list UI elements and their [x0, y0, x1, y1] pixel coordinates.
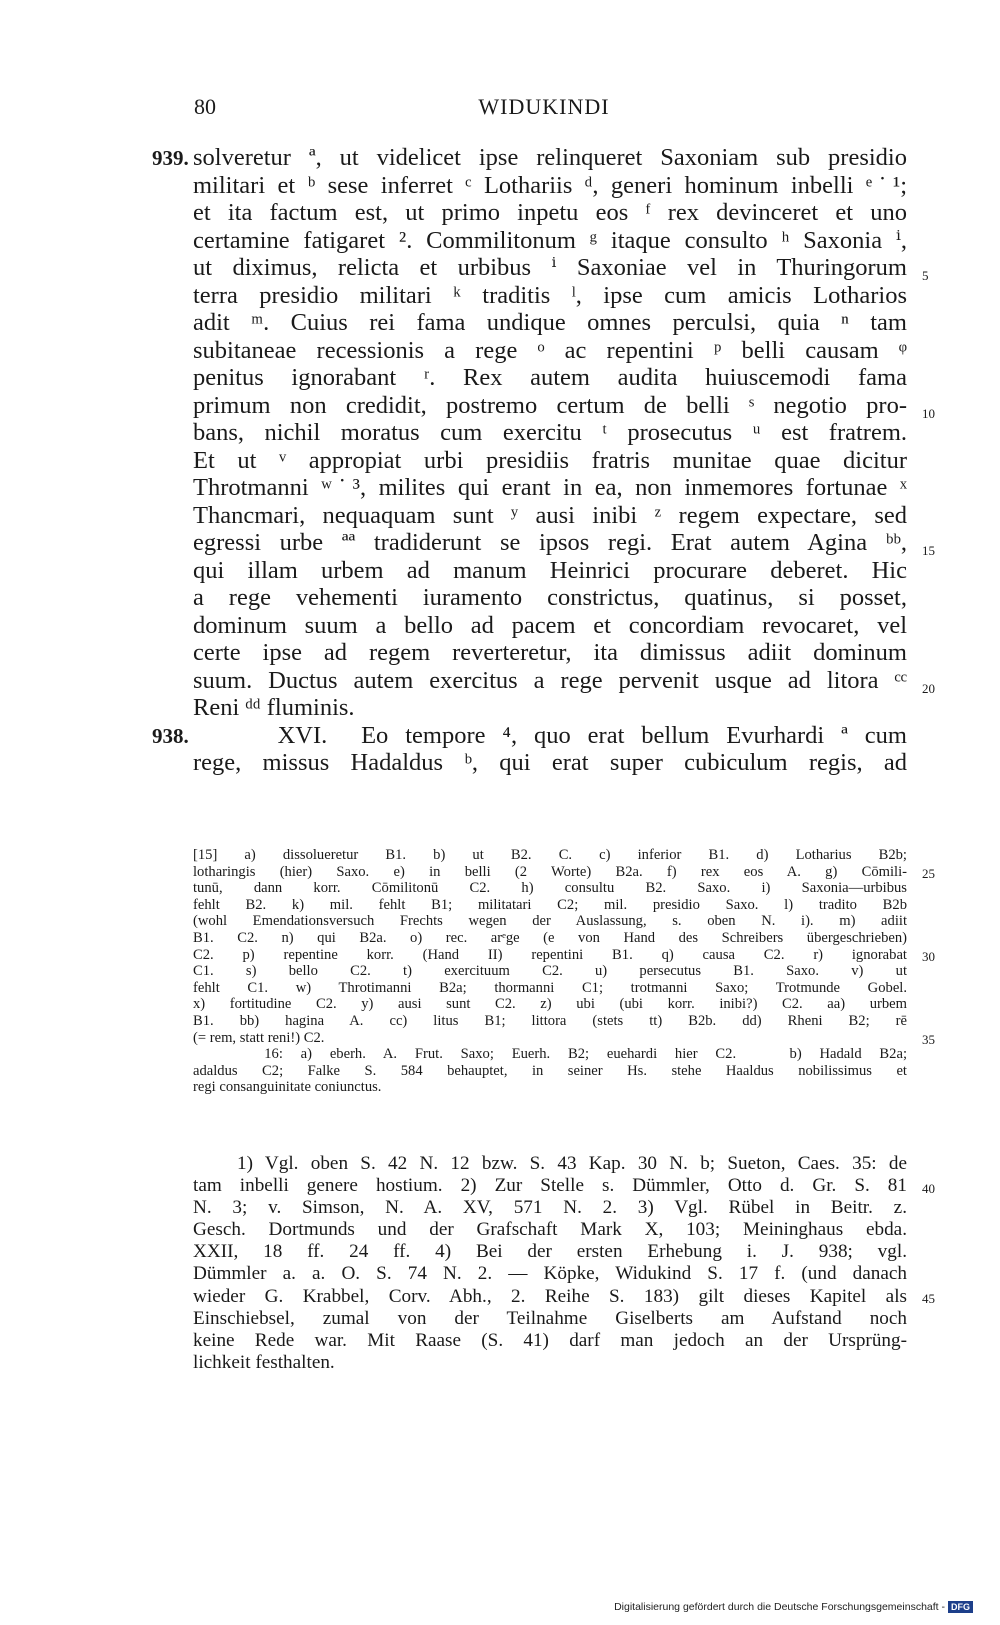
text-line: Thancmari, nequaquam sunt ʸ ausi inibi ᶻ regem expectare, sed: [193, 501, 907, 529]
text-line: suum. Ductus autem exercitus a rege pervenit usque ad litora ᶜᶜ: [193, 666, 907, 694]
apparatus-line: regi consanguinitate coniunctus.: [193, 1079, 382, 1096]
apparatus-line: lotharingis (hier) Saxo. e) in belli (2 Worte) B2a. f) rex eos A. g) Cōmili-: [193, 863, 907, 880]
text-line: qui illam urbem ad manum Heinrici procurare deberet. Hic: [193, 556, 907, 584]
text-line: egressi urbe ªª tradiderunt se ipsos regi. Erat autem Agina ᵇᵇ,: [193, 529, 907, 556]
apparatus-line: fehlt B2. k) mil. fehlt B1; militatari C2; mil. presidio Saxo. l) tradito B2b: [193, 896, 907, 913]
apparatus-line: (= rem, statt reni!) C2.: [193, 1029, 325, 1046]
critical-apparatus: [193, 847, 907, 1096]
apparatus-line: (wohl Emendationsversuch Frechts wegen der Auslassung, s. oben N. i). m) adiit: [193, 913, 907, 930]
text-line: militari et ᵇ sese inferret ᶜ Lothariis ᵈ, generi hominum inbelli ᵉ˙¹;: [193, 171, 907, 199]
text-line: subitaneae recessionis a rege ᵒ ac repentini ᵖ belli causam ᵠ: [193, 336, 907, 364]
footnote-line: Gesch. Dortmunds und der Grafschaft Mark X, 103; Meininghaus ebda.: [193, 1219, 907, 1241]
footnote-line: Dümmler a. a. O. S. 74 N. 2. — Köpke, Widukind S. 17 f. (und danach: [193, 1263, 907, 1285]
footnote-line: Einschiebsel, zumal von der Teilnahme Giselberts am Aufstand noch: [193, 1307, 907, 1329]
apparatus-line: C2. p) repentine korr. (Hand II) repentini B1. q) causa C2. r) ignorabat: [193, 946, 907, 963]
text-line: solveretur ª, ut videlicet ipse relinqueret Saxoniam sub presidio: [193, 144, 907, 171]
apparatus-line: x) fortitudine C2. y) ausi sunt C2. z) ubi (ubi korr. inibi?) C2. aa) urbem: [193, 996, 907, 1013]
apparatus-line: tunū, dann korr. Cōmilitonū C2. h) consultu B2. Saxo. i) Saxonia—urbibus: [193, 880, 907, 897]
text-line: certe ipse ad regem reverteretur, ita dimissus adiit dominum: [193, 639, 907, 666]
line-number: 45: [922, 1291, 935, 1306]
footnote-line: lichkeit festhalten.: [193, 1351, 335, 1373]
line-number: 35: [922, 1032, 935, 1047]
text-line: adit ᵐ. Cuius rei fama undique omnes perculsi, quia ⁿ tam: [193, 309, 907, 336]
text-line: penitus ignorabant ʳ. Rex autem audita huiuscemodi fama: [193, 364, 907, 391]
footnote-line: keine Rede war. Mit Raase (S. 41) darf man jedoch an der Ursprüng-: [193, 1329, 907, 1351]
footnotes: [193, 1153, 907, 1374]
line-number: 5: [922, 268, 929, 283]
text-line: Reni ᵈᵈ fluminis.: [193, 694, 355, 721]
apparatus-line: [15] a) dissolueretur B1. b) ut B2. C. c) inferior B1. d) Lotharius B2b;: [193, 847, 907, 863]
apparatus-line: B1. bb) hagina A. cc) litus B1; littora (stets tt) B2b. dd) Rheni B2; rē: [193, 1012, 907, 1029]
apparatus-line: fehlt C1. w) Throtimanni B2a; thormanni C1; trotmanni Saxo; Trotmunde Gobel.: [193, 979, 907, 996]
line-number: 15: [922, 543, 935, 558]
text-line: certamine fatigaret ². Commilitonum ᵍ itaque consulto ʰ Saxonia ⁱ,: [193, 226, 907, 254]
apparatus-line: B1. C2. n) qui B2a. o) rec. arᵉge (e von Hand des Schreibers übergeschrieben): [193, 929, 907, 946]
text-line: rege, missus Hadaldus ᵇ, qui erat super cubiculum regis, ad: [193, 749, 907, 776]
text-line: dominum suum a bello ad pacem et concordiam revocaret, vel: [193, 611, 907, 639]
line-number: 10: [922, 406, 935, 421]
main-text: [193, 144, 907, 777]
text-line: primum non credidit, postremo certum de belli ˢ negotio pro-: [193, 391, 907, 419]
credit-text: Digitalisierung gefördert durch die Deutsche Forschungsgemeinschaft -: [614, 1600, 945, 1613]
apparatus-line: C1. s) bello C2. t) exercituum C2. u) persecutus B1. Saxo. v) ut: [193, 963, 907, 980]
page-number: 80: [194, 94, 216, 119]
footnote-line: XXII, 18 ff. 24 ff. 4) Bei der ersten Erhebung i. J. 938; vgl.: [193, 1241, 907, 1263]
year-marker: 939.: [152, 146, 189, 170]
text-line: ut diximus, relicta et urbibus ⁱ Saxoniae vel in Thuringorum: [193, 254, 907, 281]
line-number: 25: [922, 866, 935, 881]
footnote-line: 1) Vgl. oben S. 42 N. 12 bzw. S. 43 Kap. 30 N. b; Sueton, Caes. 35: de: [237, 1153, 907, 1174]
line-number: 30: [922, 949, 935, 964]
line-number: 20: [922, 681, 935, 696]
text-line: bans, nichil moratus cum exercitu ᵗ prosecutus ᵘ est fratrem.: [193, 419, 907, 446]
footnote-line: wieder G. Krabbel, Corv. Abh., 2. Reihe S. 183) gilt dieses Kapitel als: [193, 1285, 907, 1307]
footnote-line: tam inbelli genere hostium. 2) Zur Stelle s. Dümmler, Otto d. Gr. S. 81: [193, 1175, 907, 1197]
text-line: et ita factum est, ut primo inpetu eos ᶠ rex devinceret et uno: [193, 199, 907, 226]
text-line: terra presidio militari ᵏ traditis ˡ, ipse cum amicis Lotharios: [193, 281, 907, 309]
digitization-credit: [614, 1601, 973, 1613]
year-marker: 938.: [152, 724, 189, 748]
text-line: Throtmanni ʷ˙³, milites qui erant in ea, non inmemores fortunae ˣ: [193, 474, 907, 501]
line-number: 40: [922, 1181, 935, 1196]
running-title: WIDUKINDI: [478, 94, 610, 119]
apparatus-line: 16: a) eberh. A. Frut. Saxo; Euerh. B2; euehardi hier C2. b) Hadald B2a;: [193, 1046, 907, 1063]
text-line: a rege vehementi iuramento constrictus, quatinus, si posset,: [193, 584, 907, 611]
footnote-line: N. 3; v. Simson, N. A. XV, 571 N. 2. 3) Vgl. Rübel in Beitr. z.: [193, 1197, 907, 1219]
apparatus-line: adaldus C2; Falke S. 584 behauptet, in seiner Hs. stehe Haaldus nobilissimus et: [193, 1062, 907, 1079]
text-line: Et ut ᵛ appropiat urbi presidiis fratris munitae quae dicitur: [193, 446, 907, 474]
chapter-heading-line: XVI. Eo tempore ⁴, quo erat bellum Evurhardi ª cum: [193, 721, 907, 749]
dfg-logo: DFG: [948, 1601, 973, 1613]
